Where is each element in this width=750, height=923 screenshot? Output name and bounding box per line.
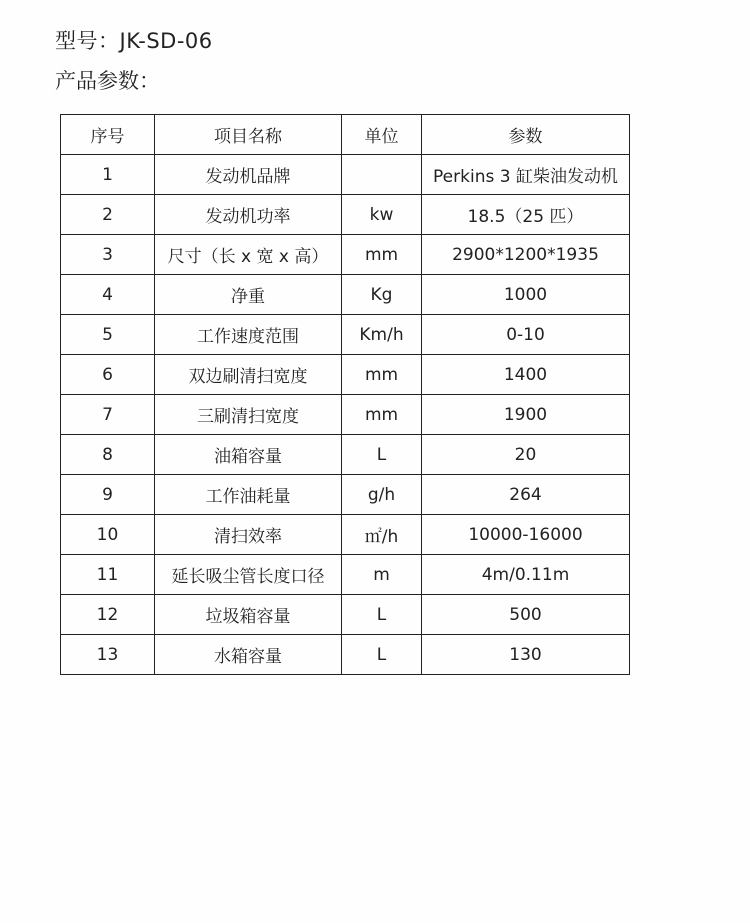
table-row	[61, 275, 630, 315]
cell-unit: L	[342, 435, 422, 475]
table-row	[61, 235, 630, 275]
cell-item-name: 发动机功率	[155, 195, 342, 235]
cell-item-name: 油箱容量	[155, 435, 342, 475]
cell-item-name: 工作速度范围	[155, 315, 342, 355]
model-label: 型号：	[55, 29, 120, 53]
cell-value: 4m/0.11m	[422, 555, 630, 595]
cell-value: Perkins 3 缸柴油发动机	[422, 155, 630, 195]
cell-item-name: 三刷清扫宽度	[155, 395, 342, 435]
column-header-unit: 单位	[342, 115, 422, 155]
cell-index: 2	[61, 195, 155, 235]
column-header-value: 参数	[422, 115, 630, 155]
cell-value: 264	[422, 475, 630, 515]
cell-unit: m	[342, 555, 422, 595]
cell-unit: mm	[342, 235, 422, 275]
cell-item-name: 尺寸（长 x 宽 x 高）	[155, 235, 342, 275]
cell-item-name: 延长吸尘管长度口径	[155, 555, 342, 595]
cell-value: 130	[422, 635, 630, 675]
column-header-item: 项目名称	[155, 115, 342, 155]
cell-value: 500	[422, 595, 630, 635]
cell-index: 6	[61, 355, 155, 395]
cell-unit: mm	[342, 395, 422, 435]
cell-item-name: 净重	[155, 275, 342, 315]
cell-value: 1400	[422, 355, 630, 395]
table-row	[61, 555, 630, 595]
spec-table	[60, 114, 630, 675]
cell-value: 20	[422, 435, 630, 475]
cell-item-name: 垃圾箱容量	[155, 595, 342, 635]
model-value: JK-SD-06	[119, 29, 213, 53]
cell-item-name: 双边刷清扫宽度	[155, 355, 342, 395]
cell-unit: Km/h	[342, 315, 422, 355]
table-row	[61, 355, 630, 395]
table-row	[61, 435, 630, 475]
cell-index: 12	[61, 595, 155, 635]
cell-value: 18.5（25 匹）	[422, 195, 630, 235]
cell-index: 1	[61, 155, 155, 195]
cell-unit: Kg	[342, 275, 422, 315]
cell-unit	[342, 155, 422, 195]
cell-index: 3	[61, 235, 155, 275]
cell-unit: ㎡/h	[342, 515, 422, 555]
cell-item-name: 工作油耗量	[155, 475, 342, 515]
cell-value: 2900*1200*1935	[422, 235, 630, 275]
table-row	[61, 395, 630, 435]
cell-unit: L	[342, 595, 422, 635]
cell-index: 10	[61, 515, 155, 555]
table-row	[61, 635, 630, 675]
table-row	[61, 195, 630, 235]
cell-value: 10000-16000	[422, 515, 630, 555]
cell-item-name: 发动机品牌	[155, 155, 342, 195]
cell-item-name: 水箱容量	[155, 635, 342, 675]
cell-index: 11	[61, 555, 155, 595]
cell-unit: kw	[342, 195, 422, 235]
table-row	[61, 475, 630, 515]
column-header-index: 序号	[61, 115, 155, 155]
cell-value: 1000	[422, 275, 630, 315]
cell-unit: mm	[342, 355, 422, 395]
cell-index: 5	[61, 315, 155, 355]
cell-unit: g/h	[342, 475, 422, 515]
cell-index: 7	[61, 395, 155, 435]
table-row	[61, 515, 630, 555]
cell-index: 8	[61, 435, 155, 475]
table-row	[61, 315, 630, 355]
cell-index: 13	[61, 635, 155, 675]
cell-index: 4	[61, 275, 155, 315]
model-line	[55, 25, 213, 55]
table-row	[61, 155, 630, 195]
product-params-heading: 产品参数：	[55, 69, 160, 93]
table-header-row	[61, 115, 630, 155]
cell-unit: L	[342, 635, 422, 675]
cell-index: 9	[61, 475, 155, 515]
table-row	[61, 595, 630, 635]
cell-value: 1900	[422, 395, 630, 435]
cell-item-name: 清扫效率	[155, 515, 342, 555]
cell-value: 0-10	[422, 315, 630, 355]
